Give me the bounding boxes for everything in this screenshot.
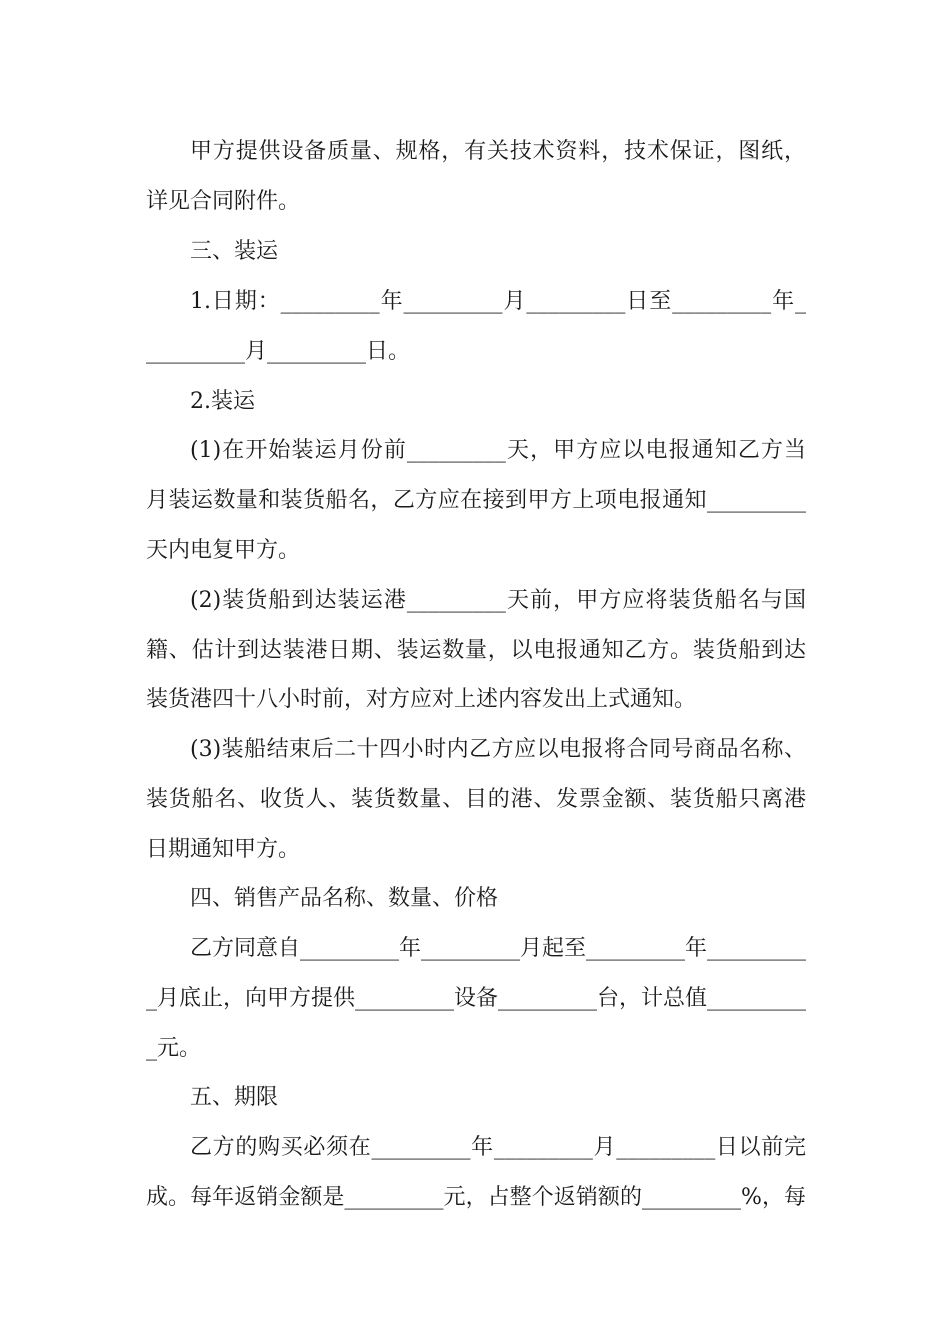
paragraph-line: (1)在开始装运月份前_________天，甲方应以电报通知乙方当 [190,438,806,463]
paragraph-line: 装货船名、收货人、装货数量、目的港、发票金额、装货船只离港 [146,787,806,812]
paragraph-line: _月底止，向甲方提供_________设备_________台，计总值_________ [146,986,807,1011]
paragraph-line: _元。 [146,1036,202,1061]
paragraph-line: _________月_________日。 [146,339,411,364]
paragraph-line: 1.日期：_________年_________月_________日至_________年_ [190,289,806,314]
paragraph-line: 装货港四十八小时前，对方应对上述内容发出上式通知。 [146,687,697,712]
paragraph-line: (3)装船结束后二十四小时内乙方应以电报将合同号商品名称、 [190,737,806,762]
subsection-heading: 2.装运 [190,389,255,414]
paragraph-line: 月装运数量和装货船名，乙方应在接到甲方上项电报通知_________ [146,488,806,513]
section-heading: 四、销售产品名称、数量、价格 [190,886,499,911]
section-heading: 五、期限 [190,1085,279,1110]
paragraph-line: 成。每年返销金额是_________元，占整个返销额的_________%，每 [146,1185,806,1210]
paragraph-line: 天内电复甲方。 [146,538,301,563]
section-heading: 三、装运 [190,239,279,264]
paragraph-line: 详见合同附件。 [146,189,301,214]
paragraph-line: 乙方的购买必须在_________年_________月_________日以前完 [190,1135,806,1160]
paragraph-line: (2)装货船到达装运港_________天前，甲方应将装货船名与国 [190,588,806,613]
paragraph-line: 乙方同意自_________年_________月起至_________年_________ [190,936,807,961]
paragraph-line: 日期通知甲方。 [146,837,301,862]
paragraph-line: 籍、估计到达装港日期、装运数量，以电报通知乙方。装货船到达 [146,638,806,663]
paragraph-line: 甲方提供设备质量、规格，有关技术资料，技术保证，图纸， [190,139,806,164]
